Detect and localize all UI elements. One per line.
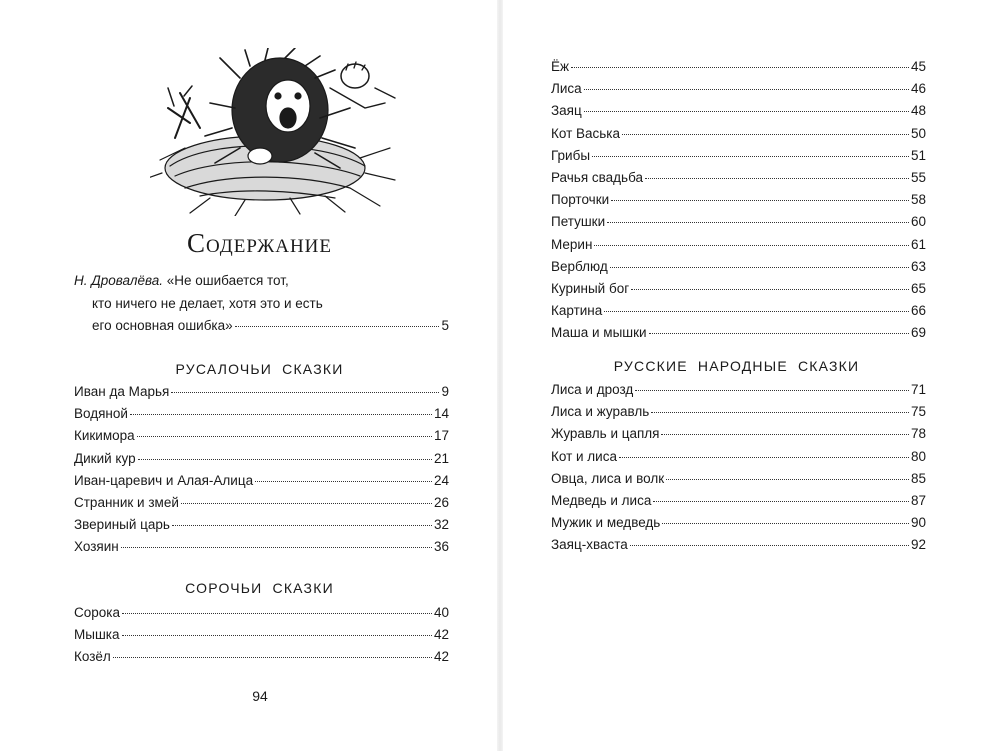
intro-title-line1: «Не ошибается тот, bbox=[166, 273, 289, 288]
entry-page: 21 bbox=[433, 450, 449, 466]
entry-title: Кот и лиса bbox=[551, 448, 617, 464]
entry-page: 24 bbox=[433, 472, 449, 488]
entry-page: 71 bbox=[910, 382, 926, 397]
entry-page: 48 bbox=[910, 103, 926, 119]
toc-entry bbox=[551, 81, 926, 103]
toc-entry bbox=[551, 493, 926, 515]
leader-dots bbox=[622, 134, 909, 135]
entry-page: 42 bbox=[433, 649, 449, 665]
entry-title: Козёл bbox=[74, 649, 111, 665]
leader-dots bbox=[235, 326, 440, 327]
leader-dots bbox=[661, 434, 908, 435]
leader-dots bbox=[122, 613, 432, 614]
leader-dots bbox=[138, 459, 432, 460]
entry-title: Овца, лиса и волк bbox=[551, 470, 665, 486]
entry-page: 78 bbox=[910, 426, 926, 442]
entry-title: Мерин bbox=[551, 236, 593, 252]
toc-entry bbox=[551, 281, 926, 303]
entry-page: 69 bbox=[910, 325, 926, 341]
toc-entry bbox=[74, 539, 449, 561]
entry-page: 32 bbox=[433, 517, 449, 533]
leader-dots bbox=[121, 547, 432, 548]
section-title-russkie: РУССКИЕ НАРОДНЫЕ СКАЗКИ bbox=[613, 358, 860, 374]
leader-dots bbox=[666, 479, 909, 480]
toc-entry bbox=[551, 471, 926, 493]
leader-dots bbox=[113, 657, 432, 658]
entries-rusalochi bbox=[74, 384, 449, 562]
entry-title: Кот Васька bbox=[551, 125, 621, 141]
toc-entry bbox=[74, 406, 449, 428]
toc-entry bbox=[551, 59, 926, 81]
entry-title: Сорока bbox=[74, 605, 120, 620]
intro-line-3 bbox=[74, 315, 449, 337]
toc-entry bbox=[551, 170, 926, 192]
toc-entry bbox=[551, 515, 926, 537]
entry-page: 51 bbox=[910, 147, 926, 163]
leader-dots bbox=[171, 392, 439, 393]
leader-dots bbox=[571, 67, 909, 68]
toc-entry bbox=[551, 325, 926, 347]
entry-page: 46 bbox=[910, 81, 926, 97]
entry-page: 26 bbox=[433, 494, 449, 510]
leader-dots bbox=[630, 545, 909, 546]
entry-title: Медведь и лиса bbox=[551, 492, 652, 508]
toc-entry bbox=[74, 384, 449, 406]
toc-entry bbox=[551, 192, 926, 214]
entry-title: Журавль и цапля bbox=[551, 426, 660, 442]
toc-entry bbox=[551, 449, 926, 471]
page-number: 94 bbox=[252, 688, 268, 704]
entry-page: 42 bbox=[433, 627, 449, 643]
entry-page: 90 bbox=[910, 515, 926, 531]
entry-title: Заяц bbox=[551, 103, 582, 119]
leader-dots bbox=[607, 222, 909, 223]
toc-entry bbox=[551, 382, 926, 404]
entry-title: Мужик и медведь bbox=[551, 515, 661, 531]
leader-dots bbox=[662, 523, 909, 524]
toc-entry bbox=[551, 259, 926, 281]
entry-page: 58 bbox=[910, 192, 926, 208]
intro-page: 5 bbox=[441, 318, 449, 333]
leader-dots bbox=[172, 525, 432, 526]
entry-title: Лиса bbox=[551, 81, 582, 97]
book-gutter bbox=[497, 0, 503, 751]
toc-entry bbox=[74, 451, 449, 473]
entry-title: Петушки bbox=[551, 214, 606, 230]
toc-entry bbox=[551, 126, 926, 148]
toc-entry bbox=[74, 627, 449, 649]
intro-line-1 bbox=[74, 270, 449, 293]
toc-entry bbox=[551, 214, 926, 236]
entries-russkie bbox=[551, 382, 926, 560]
entry-title: Лиса и дрозд bbox=[551, 382, 634, 397]
entry-title: Звериный царь bbox=[74, 517, 170, 533]
leader-dots bbox=[592, 156, 909, 157]
entry-page: 63 bbox=[910, 258, 926, 274]
leader-dots bbox=[649, 333, 909, 334]
leader-dots bbox=[619, 457, 909, 458]
leader-dots bbox=[584, 111, 909, 112]
entry-page: 40 bbox=[433, 605, 449, 620]
leader-dots bbox=[137, 436, 432, 437]
entry-page: 50 bbox=[910, 125, 926, 141]
leader-dots bbox=[130, 414, 432, 415]
leader-dots bbox=[645, 178, 909, 179]
leader-dots bbox=[651, 412, 909, 413]
leader-dots bbox=[255, 481, 432, 482]
leader-dots bbox=[181, 503, 432, 504]
entry-title: Верблюд bbox=[551, 258, 608, 274]
entry-title: Лиса и журавль bbox=[551, 404, 650, 420]
entry-page: 75 bbox=[910, 404, 926, 420]
entry-page: 61 bbox=[910, 236, 926, 252]
entry-title: Водяной bbox=[74, 406, 128, 422]
toc-entry bbox=[74, 495, 449, 517]
leader-dots bbox=[635, 390, 909, 391]
toc-entry bbox=[551, 148, 926, 170]
entry-title: Куриный бог bbox=[551, 280, 630, 296]
toc-entry bbox=[551, 426, 926, 448]
entry-title: Маша и мышки bbox=[551, 325, 647, 341]
toc-entry bbox=[551, 103, 926, 125]
entry-page: 60 bbox=[910, 214, 926, 230]
toc-entry bbox=[74, 649, 449, 671]
entry-title: Ёж bbox=[551, 59, 570, 74]
toc-heading: Содержание bbox=[186, 228, 333, 258]
entry-page: 87 bbox=[910, 492, 926, 508]
entries-sorochi bbox=[74, 605, 449, 672]
section-title-rusalochi: РУСАЛОЧЬИ СКАЗКИ bbox=[175, 361, 344, 377]
toc-entry bbox=[551, 404, 926, 426]
entry-title: Грибы bbox=[551, 147, 591, 163]
toc-entry bbox=[551, 303, 926, 325]
toc-entry bbox=[74, 605, 449, 627]
entry-page: 55 bbox=[910, 169, 926, 185]
leader-dots bbox=[610, 267, 909, 268]
toc-entry bbox=[551, 537, 926, 559]
entry-title: Заяц-хваста bbox=[551, 537, 628, 553]
entry-title: Иван-царевич и Алая-Алица bbox=[74, 472, 254, 488]
entry-page: 92 bbox=[910, 537, 926, 553]
entry-title: Хозяин bbox=[74, 539, 119, 555]
creature-illustration bbox=[150, 48, 410, 216]
leader-dots bbox=[631, 289, 909, 290]
entry-title: Картина bbox=[551, 303, 603, 319]
entry-title: Дикий кур bbox=[74, 450, 136, 466]
entry-page: 17 bbox=[433, 428, 449, 444]
toc-entry bbox=[74, 517, 449, 539]
entry-title: Рачья свадьба bbox=[551, 169, 644, 185]
leader-dots bbox=[604, 311, 909, 312]
entries-continued bbox=[551, 59, 926, 347]
entry-title: Мышка bbox=[74, 627, 120, 643]
entry-page: 65 bbox=[910, 280, 926, 296]
entry-page: 80 bbox=[910, 448, 926, 464]
toc-entry bbox=[74, 428, 449, 450]
toc-entry bbox=[551, 237, 926, 259]
toc-entry bbox=[74, 473, 449, 495]
entry-page: 9 bbox=[441, 384, 449, 399]
entry-title: Странник и змей bbox=[74, 494, 179, 510]
leader-dots bbox=[653, 501, 909, 502]
leader-dots bbox=[611, 200, 909, 201]
leader-dots bbox=[122, 635, 432, 636]
leader-dots bbox=[584, 89, 909, 90]
intro-title-line3: его основная ошибка» bbox=[92, 318, 233, 333]
entry-page: 14 bbox=[433, 406, 449, 422]
intro-author: Н. Дровалёва. bbox=[74, 273, 164, 288]
section-title-sorochi: СОРОЧЬИ СКАЗКИ bbox=[185, 580, 334, 596]
leader-dots bbox=[594, 245, 909, 246]
intro-line-2: кто ничего не делает, хотя это и есть bbox=[92, 295, 323, 311]
entry-page: 85 bbox=[910, 470, 926, 486]
entry-title: Иван да Марья bbox=[74, 384, 170, 399]
entry-title: Кикимора bbox=[74, 428, 135, 444]
entry-page: 36 bbox=[433, 539, 449, 555]
intro-entry bbox=[74, 270, 449, 337]
entry-page: 45 bbox=[910, 59, 926, 74]
entry-page: 66 bbox=[910, 303, 926, 319]
entry-title: Порточки bbox=[551, 192, 610, 208]
